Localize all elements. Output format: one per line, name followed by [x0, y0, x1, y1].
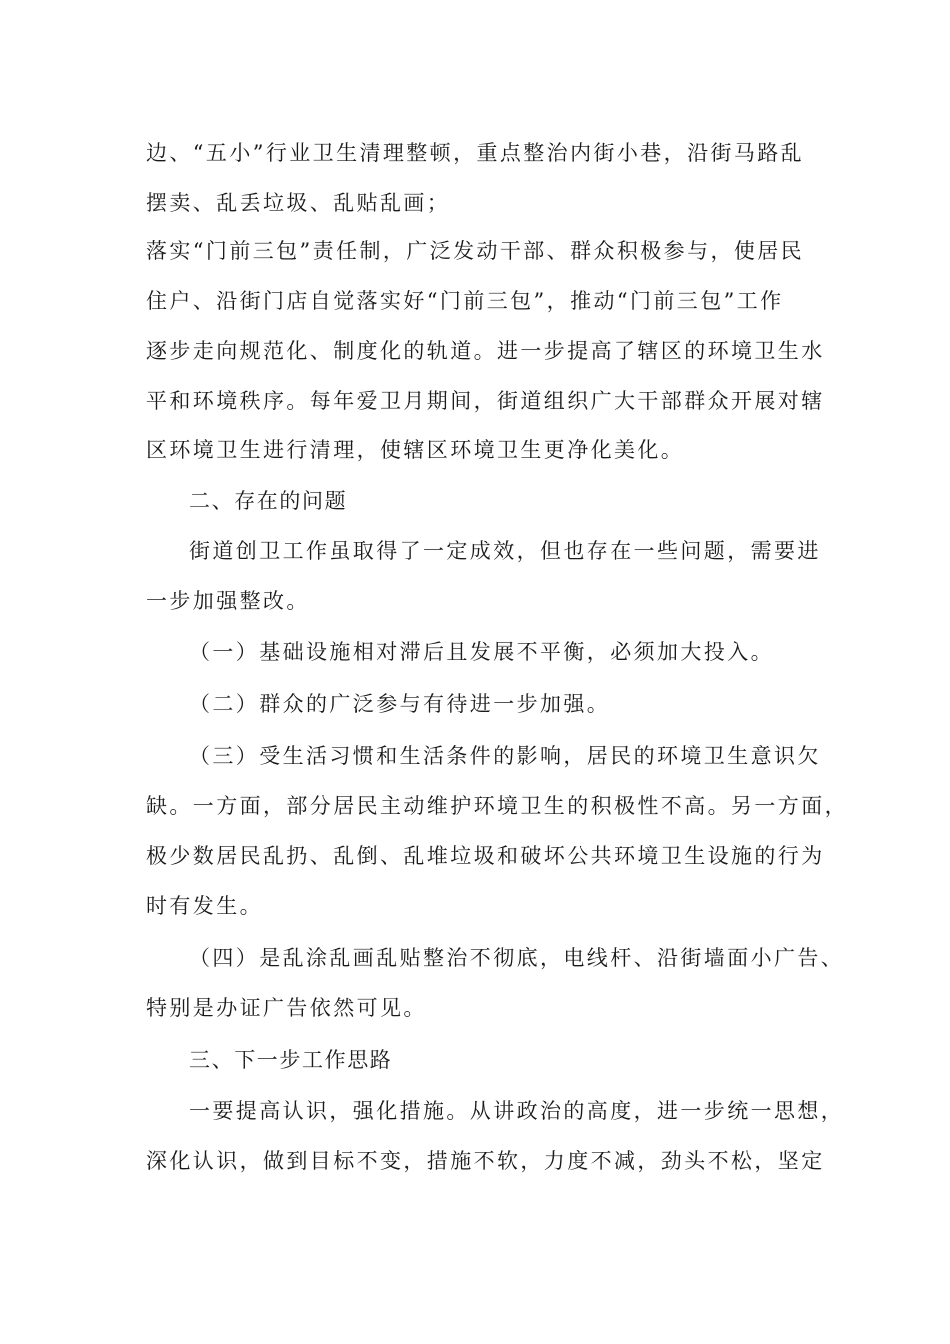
list-item: （一）基础设施相对滞后且发展不平衡，必须加大投入。 [189, 640, 774, 664]
text-line: 平和环境秩序。每年爱卫月期间，街道组织广大干部群众开展对辖 [146, 389, 825, 413]
section-heading: 二、存在的问题 [189, 489, 348, 513]
text-line: 街道创卫工作虽取得了一定成效，但也存在一些问题，需要进 [189, 539, 821, 563]
text-line: 摆卖、乱丢垃圾、乱贴乱画； [146, 191, 451, 215]
text-line: 极少数居民乱扔、乱倒、乱堆垃圾和破坏公共环境卫生设施的行为 [146, 844, 825, 868]
text-line: 区环境卫生进行清理，使辖区环境卫生更净化美化。 [146, 438, 685, 462]
list-item: （三）受生活习惯和生活条件的影响，居民的环境卫生意识欠 [189, 744, 821, 768]
list-item: （二）群众的广泛参与有待进一步加强。 [189, 692, 611, 716]
section-heading: 三、下一步工作思路 [189, 1048, 393, 1072]
text-line: 边、“五小”行业卫生清理整顿，重点整治内街小巷，沿街马路乱 [146, 141, 805, 165]
list-item: （四）是乱涂乱画乱贴整治不彻底，电线杆、沿街墙面小广告、 [189, 946, 845, 970]
text-line: 时有发生。 [146, 894, 263, 918]
text-line: 一步加强整改。 [146, 589, 310, 613]
text-line: 逐步走向规范化、制度化的轨道。进一步提高了辖区的环境卫生水 [146, 339, 825, 363]
text-line: 一要提高认识，强化措施。从讲政治的高度，进一步统一思想， [189, 1099, 845, 1123]
text-line: 落实“门前三包”责任制，广泛发动干部、群众积极参与，使居民 [146, 239, 805, 263]
text-line: 缺。一方面，部分居民主动维护环境卫生的积极性不高。另一方面， [146, 794, 848, 818]
text-line: 住户、沿街门店自觉落实好“门前三包”，推动“门前三包”工作 [146, 289, 784, 313]
text-line: 深化认识，做到目标不变，措施不软，力度不减，劲头不松，坚定 [146, 1149, 825, 1173]
text-line: 特别是办证广告依然可见。 [146, 996, 427, 1020]
